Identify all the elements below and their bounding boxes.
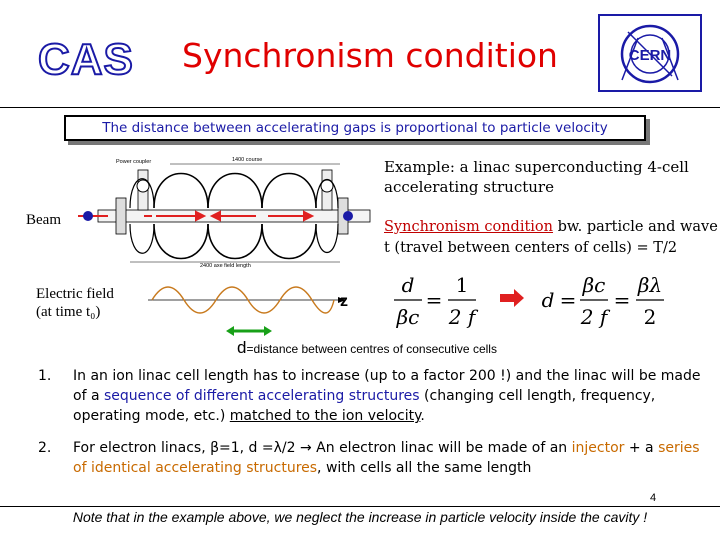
footer-divider (0, 506, 720, 507)
beam-particle-right (343, 211, 353, 221)
banner-box: The distance between accelerating gaps is proportional to particle velocity (64, 115, 646, 141)
bottom-dimension-label: 2400 axe field length (200, 263, 251, 269)
cern-logo-text: CERN (628, 47, 672, 64)
list-item-text (73, 438, 703, 478)
list-item (38, 366, 701, 430)
d-caption-text: =distance between centres of consecutive cells (246, 342, 497, 356)
d-caption-symbol: d (237, 338, 247, 357)
list-item-number: 1. (38, 368, 52, 384)
eq1-rhs-num: 1 (455, 273, 469, 297)
power-coupler-label: Power coupler (116, 159, 152, 165)
item1-highlight-structures: sequence of different accelerating structures (103, 388, 420, 404)
list-item-number: 2. (38, 440, 52, 456)
cavity-figure (20, 150, 372, 350)
implies-arrow-icon (500, 289, 524, 307)
eq2-rhs-num: βλ (637, 273, 663, 297)
item2-highlight-injector: injector (571, 440, 625, 456)
eq1-lhs-num: d (401, 273, 415, 297)
d-caption (237, 338, 497, 358)
footer-note: Note that in the example above, we neglect the increase in particle velocity inside the cavity ! (72, 509, 648, 525)
z-axis-label: z (340, 293, 348, 310)
item1-text-c: . (420, 408, 425, 424)
synchronism-line2: t (travel between centers of cells) = T/2 (384, 240, 678, 256)
list-item-text (73, 366, 703, 426)
item2-text-b: + a (624, 440, 659, 456)
example-text: Example: a linac superconducting 4-cell accelerating structure (384, 158, 689, 196)
beam-particle-left (83, 211, 93, 221)
efield-label: Electric field (36, 286, 114, 302)
slide-title: Synchronism condition (182, 36, 558, 75)
synchronism-line1-rest: bw. particle and wave (553, 219, 718, 235)
eq1-lhs-den: βc (396, 305, 420, 329)
eq2-lhs: d (541, 288, 555, 312)
top-dimension-label: 1400 course (232, 157, 263, 163)
synchronism-text (384, 217, 720, 259)
cern-logo (598, 14, 702, 92)
eq2-equals-1: = (559, 288, 577, 312)
eq1-rhs-den: 2 f (448, 305, 476, 329)
item2-text-a: For electron linacs, β=1, d =λ/2 → An electron linac will be made of an (73, 440, 572, 456)
formula (382, 266, 682, 332)
list-item (38, 438, 698, 482)
eq1-equals: = (425, 288, 443, 312)
beam-label: Beam (26, 212, 61, 228)
eq2-mid-num: βc (582, 273, 606, 297)
item2-text-c: , with cells all the same length (317, 460, 532, 476)
eq2-mid-den: 2 f (580, 305, 608, 329)
eq2-rhs-den: 2 (643, 305, 657, 329)
eq2-equals-2: = (613, 288, 631, 312)
cas-logo: CAS (38, 35, 134, 84)
item1-text-b: (changing cell length, frequency, operating mode, etc.) (73, 388, 656, 424)
item2-highlight-series: series of identical accelerating structures (73, 440, 700, 476)
efield-time-label: (at time t₀) (36, 304, 101, 320)
item1-underlined: matched to the ion velocity (229, 408, 421, 424)
page-number: 4 (650, 492, 657, 504)
header-divider (0, 107, 720, 108)
synchronism-label: Synchronism condition (384, 219, 554, 235)
item1-text-a: In an ion linac cell length has to increase (up to a factor 200 !) and the linac will be made of a (73, 368, 701, 404)
